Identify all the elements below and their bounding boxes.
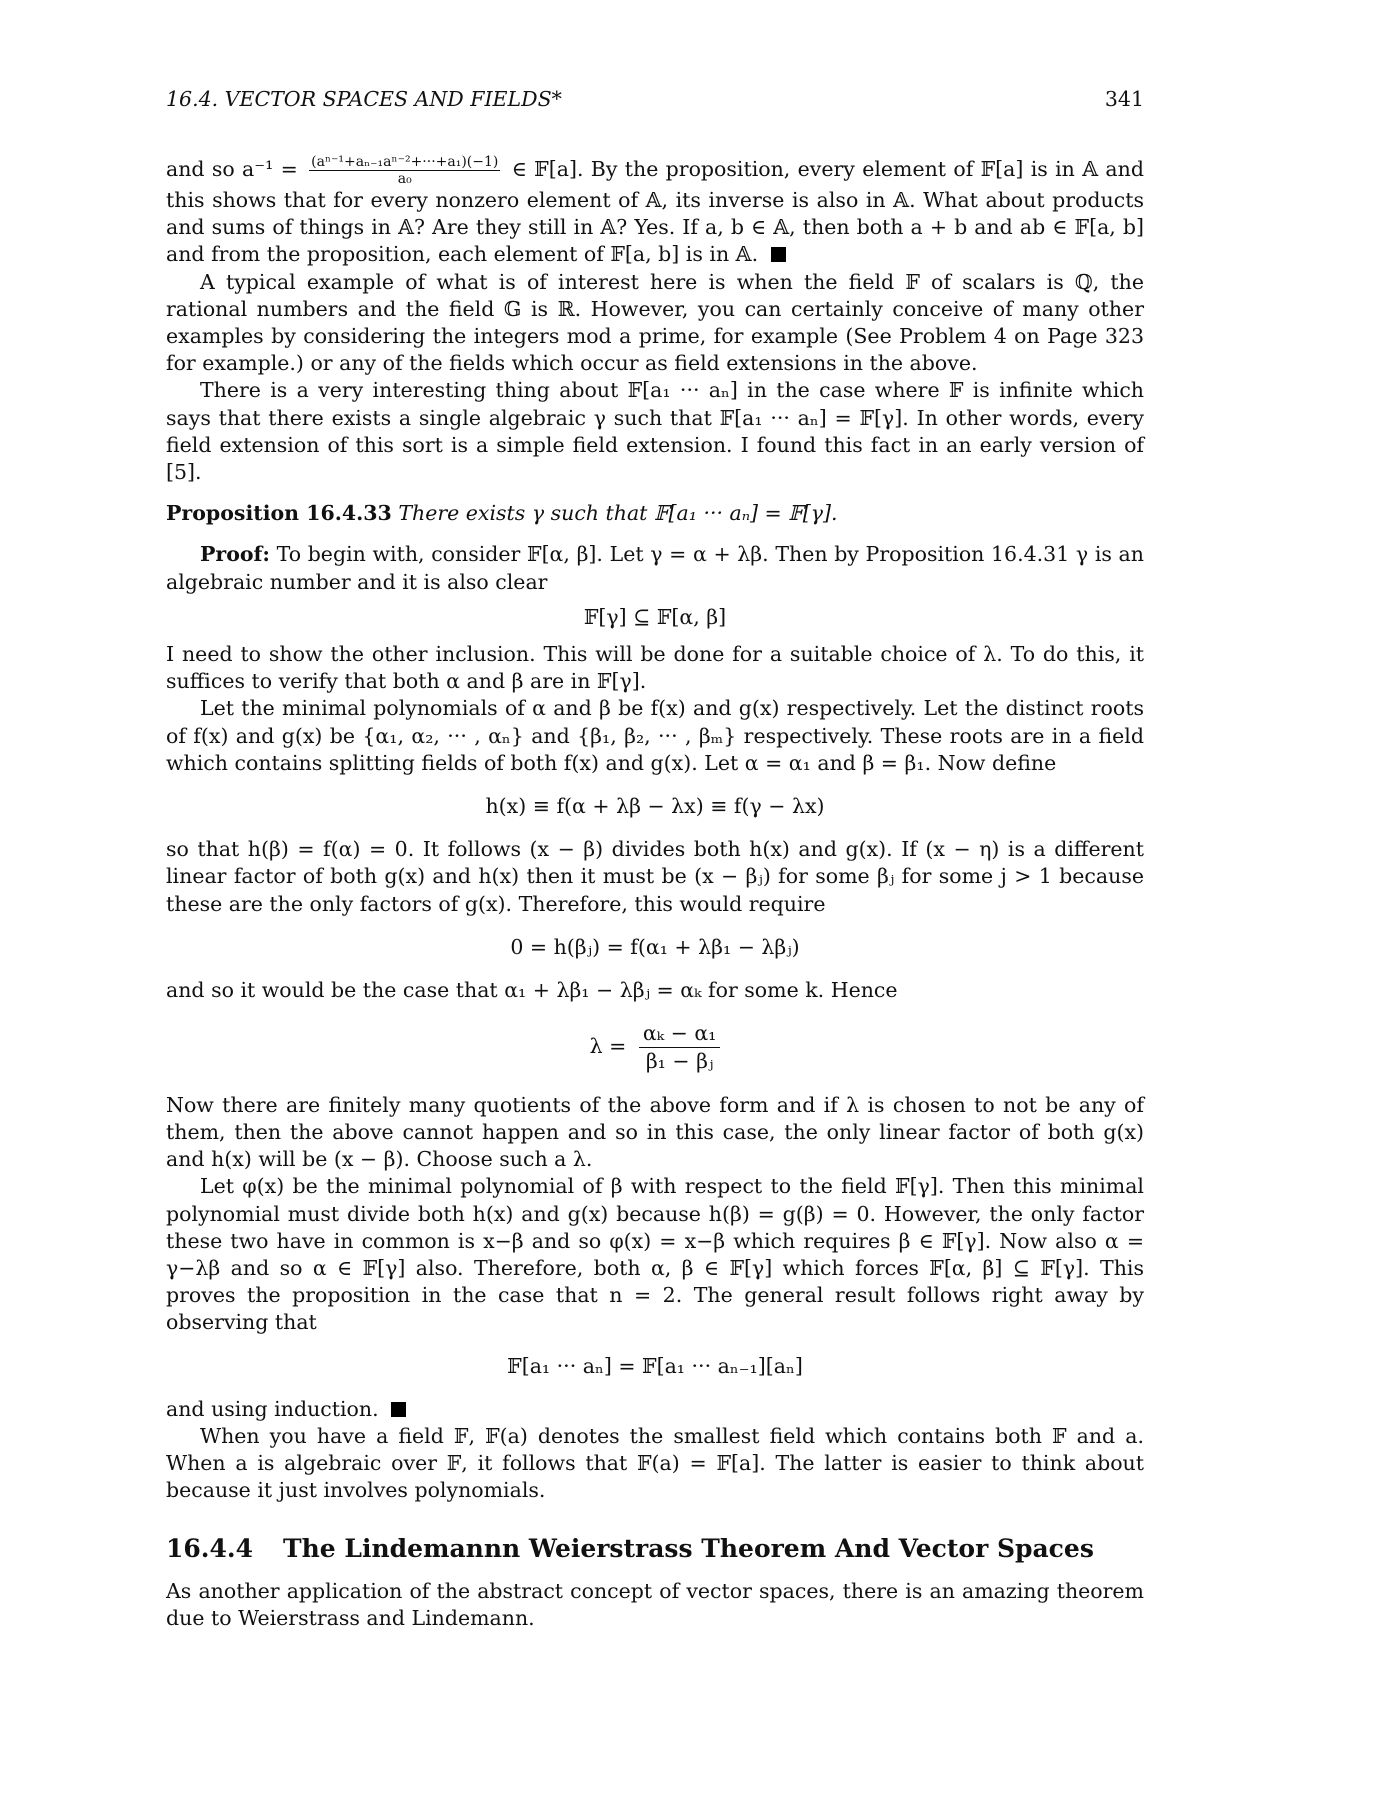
equation-inclusion: 𝔽[γ] ⊆ 𝔽[α, β] (583, 604, 727, 629)
inverse-fraction-denominator: a₀ (397, 171, 412, 187)
paragraph-other-inclusion: I need to show the other inclusion. This will be done for a suitable choice of λ. To do this, it suffices to verify that both α and β are in 𝔽[γ]. (166, 642, 1144, 694)
lambda-fraction (639, 1020, 721, 1075)
induction-text: and using induction. (166, 1396, 379, 1421)
inverse-fraction-numerator: (aⁿ⁻¹+aₙ₋₁aⁿ⁻²+···+a₁)(−1) (311, 154, 499, 170)
inverse-lead: and so a⁻¹ = (166, 157, 298, 181)
section-title: The Lindemannn Weierstrass Theorem And Vector Spaces (283, 1533, 1094, 1563)
equation-h-beta-j: 0 = h(βⱼ) = f(α₁ + λβ₁ − λβⱼ) (510, 934, 800, 959)
running-title: 16.4. VECTOR SPACES AND FIELDS* (166, 87, 562, 111)
inverse-rest: ∈ 𝔽[a]. By the proposition, every element of 𝔽[a] is in 𝔸 and this shows that for every nonzero element of 𝔸, its inverse is also in 𝔸. What about products and sums of things in 𝔸? Are they still in 𝔸? Yes. If a, b ∈ 𝔸, then both a + b and ab ∈ 𝔽[a, b] and from the proposition, each element of 𝔽[a, b] is in 𝔸. (166, 157, 1144, 267)
paragraph-induction (166, 1396, 1144, 1423)
paragraph-field-generated: When you have a field 𝔽, 𝔽(a) denotes the smallest field which contains both 𝔽 and a. When a is algebraic over 𝔽, it follows that 𝔽(a) = 𝔽[a]. The latter is easier to think about because it just involves polynomials. (166, 1423, 1144, 1503)
section-number: 16.4.4 (166, 1533, 253, 1563)
lambda-denominator: β₁ − βⱼ (645, 1049, 714, 1074)
paragraph-interesting-thing: There is a very interesting thing about 𝔽[a₁ ··· aₙ] in the case where 𝔽 is infinite which says that there exists a single algebraic γ such that 𝔽[a₁ ··· aₙ] = 𝔽[γ]. In other words, every field extension of this sort is a simple field extension. I found this fact in an early version of [5]. (166, 378, 1144, 485)
proof-label: Proof: (200, 542, 270, 567)
proposition-label: Proposition 16.4.33 (166, 501, 392, 526)
paragraph-application: As another application of the abstract concept of vector spaces, there is an amazing theorem due to Weierstrass and Lindemann. (166, 1578, 1144, 1630)
proof-intro (166, 541, 1144, 595)
proposition (166, 500, 1144, 527)
equation-induction: 𝔽[a₁ ··· aₙ] = 𝔽[a₁ ··· aₙ₋₁][aₙ] (507, 1353, 803, 1378)
inverse-fraction (309, 154, 500, 187)
paragraph-finitely-many: Now there are finitely many quotients of the above form and if λ is chosen to not be any of them, then the above cannot happen and so in this case, the only linear factor of both g(x) and h(x) will be (x − β). Choose such a λ. (166, 1092, 1144, 1172)
equation-h-definition: h(x) ≡ f(α + λβ − λx) ≡ f(γ − λx) (485, 794, 825, 819)
lambda-lhs: λ = (589, 1034, 627, 1059)
section-heading (166, 1535, 1144, 1562)
qed-square-icon (391, 1402, 406, 1417)
paragraph-hence: and so it would be the case that α₁ + λβ₁ − λβⱼ = αₖ for some k. Hence (166, 978, 898, 1003)
paragraph-phi: Let φ(x) be the minimal polynomial of β with respect to the field 𝔽[γ]. Then this minimal polynomial must divide both h(x) and g(x) because h(β) = g(β) = 0. However, the only factor these two have in common is x−β and so φ(x) = x−β which requires β ∈ 𝔽[γ]. Now also α = γ−λβ and so α ∈ 𝔽[γ] also. Therefore, both α, β ∈ 𝔽[γ] which forces 𝔽[α, β] ⊆ 𝔽[γ]. This proves the proposition in the case that n = 2. The general result follows right away by observing that (166, 1174, 1144, 1335)
lambda-numerator: αₖ − α₁ (639, 1020, 721, 1048)
proposition-statement: There exists γ such that 𝔽[a₁ ··· aₙ] = 𝔽[γ]. (398, 501, 838, 526)
paragraph-typical-example: A typical example of what is of interest here is when the field 𝔽 of scalars is ℚ, the rational numbers and the field 𝔾 is ℝ. However, you can certainly conceive of many other examples by considering the integers mod a prime, for example (See Problem 4 on Page 323 for example.) or any of the fields which occur as field extensions in the above. (166, 269, 1144, 376)
proof-intro-text: To begin with, consider 𝔽[α, β]. Let γ = α + λβ. Then by Proposition 16.4.31 γ is an algebraic number and it is also clear (166, 542, 1144, 594)
paragraph-minimal-polynomials: Let the minimal polynomials of α and β be f(x) and g(x) respectively. Let the distinct roots of f(x) and g(x) be {α₁, α₂, ··· , αₙ} and {β₁, β₂, ··· , βₘ} respectively. These roots are in a field which contains splitting fields of both f(x) and g(x). Let α = α₁ and β = β₁. Now define (166, 696, 1144, 775)
paragraph-linear-factor: so that h(β) = f(α) = 0. It follows (x − β) divides both h(x) and g(x). If (x − η) is a different linear factor of both g(x) and h(x) then it must be (x − βⱼ) for some βⱼ for some j > 1 because these are the only factors of g(x). Therefore, this would require (166, 837, 1144, 916)
paragraph-inverse (166, 154, 1144, 269)
running-header (166, 86, 1144, 113)
page-number: 341 (1104, 87, 1144, 111)
qed-square-icon (771, 247, 786, 262)
body-text (166, 154, 1144, 1632)
equation-lambda (166, 1020, 1144, 1075)
